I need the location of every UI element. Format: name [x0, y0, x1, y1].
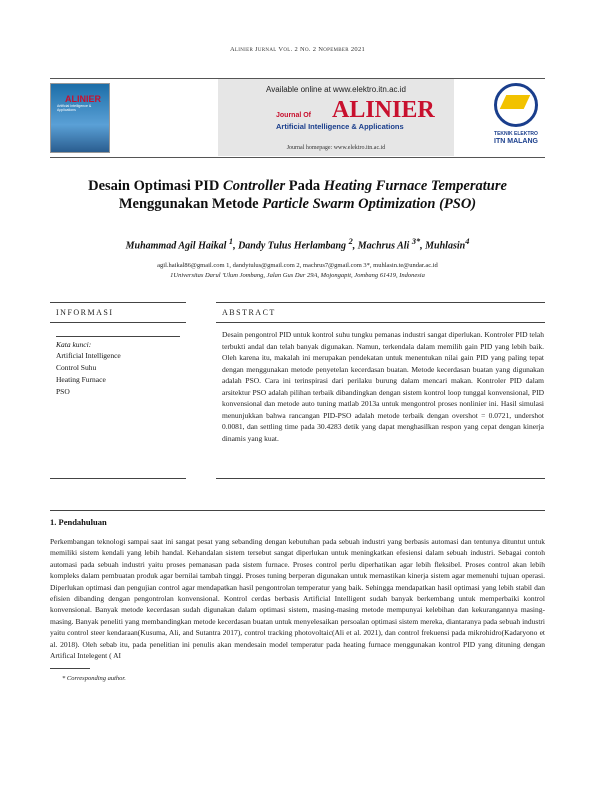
teknik-elektro-logo [487, 83, 545, 153]
keyword-item: PSO [56, 387, 70, 396]
informasi-heading: INFORMASI [56, 308, 114, 317]
abstract-text: Desain pengontrol PID untuk kontrol suhu tungku pemanas industri sangat diperlukan. Kontroler PID telah terbukti andal dan telah banyak digunakan. Namun, terkendala dalam memilih gain PID yang lebih baik. Oleh karena itu, makalah ini merupakan pendekatan untuk menentukan nilai gain PID yang paling tepat dengan menggunakan metode penyetelan kecerdasan buatan. Metode kecerdasan buatan yang digunakan adalah PSO. Cara ini terinspirasi dari perilaku burung dalam mencari makan. Kontroler PID dalam arsitektur PSO adalah pilihan terbaik dibandingkan dengan sistem kontrol loop tunggal konvensional, PID konvensional dan metode auto tuning matlab 2013a untuk mengontrol proses nonlinier ini. Hasil simulasi menunjukkan bahwa rancangan PID-PSO adalah metode terbaik dengan overshot = 0.0721, undershot 0.0081, dan settling time pada 30.4283 detik yang dapat menghasilkan respon yang cepat dengan kinerja dinamis yang kuat. [222, 330, 544, 443]
divider [216, 322, 545, 323]
divider [216, 478, 545, 479]
footnote: * Corresponding author. [62, 675, 126, 682]
divider [50, 322, 186, 323]
journal-name: ALINIER [332, 97, 435, 123]
divider [50, 302, 186, 303]
footnote-divider [50, 668, 90, 669]
divider [50, 478, 186, 479]
divider [56, 336, 180, 337]
abstract-heading: ABSTRACT [222, 308, 276, 317]
divider [216, 302, 545, 303]
author-affiliation: 1Universitas Darul 'Ulum Jombang, Jalan Gus Dur 29A, Mojongapit, Jombang 61419, Indonesia [170, 272, 425, 279]
author-emails: agil.haikal86@gmail.com 1, dandytulus@gmail.com 2, machrus7@gmail.com 3*, muhlasin.te@undar.ac.id [157, 262, 438, 269]
journal-subtitle: Artificial Intelligence & Applications [276, 122, 404, 131]
section-heading: 1. Pendahuluan [50, 517, 107, 527]
available-online-text: Available online at www.elektro.itn.ac.id [266, 85, 406, 94]
paper-title: Desain Optimasi PID Controller Pada Heating Furnace Temperature Menggunakan Metode Particle Swarm Optimization (PSO) [88, 178, 507, 212]
keywords-label: Kata kunci: [56, 340, 92, 349]
journal-cover-image [50, 83, 110, 153]
journal-running-header: Alinier Jurnal Vol. 2 No. 2 Nopember 2021 [229, 46, 366, 53]
journal-info-box [218, 79, 454, 156]
logo-text-dept: TEKNIK ELEKTRO [494, 131, 538, 137]
logo-text-inst: ITN MALANG [494, 138, 538, 145]
journal-banner [50, 78, 545, 158]
section-body-text: Perkembangan teknologi sampai saat ini sangat pesat yang sebanding dengan kebutuhan pada sebuah industri yang berbasis automasi dan tentunya dituntut untuk memiliki sistem kendali yang lebih handal. Kehandalan sistem tersebut sangat diperlukan untuk meningkatkan efesiensi dalam sebuah industri. Sebagai contoh automasi pada sebuah industri yaitu proses pemanasan pada sistem furnace. Proses control perlu diperhatikan agar lebih fleksibel. Proses control akan lebih kompleks dalam pembuatan produk agar bernilai tambah tinggi. Proses tuning berperan digunakan untuk memastikan kinerja sistem agar memenuhi tujuan operasi. Diperlukan optimasi dan pengujian control agar mendapatkan hasil pengontrolan temperatur yang baik. Sehingga mendapatkan hasil optimasi yang lebih stabil dan efisien dibanding dengan pengontrolan konvensional. Kontrol cerdas berbasis Artificial Intelligent sudah banyak berkembang untuk memperbaiki kontrol konvensional. Banyak metode kecerdasan sudah digunakan dalam optimasi sistem, masing-masing metode mempunyai kelebihan dan kekurangannya masing-masing. Banyak peneliti yang membandingkan metode kecerdasan buatan untuk menyelesaikan persoalan optimasi sistem mereka, diantaranya pada sebuah industri yaitu control steer kendaraan(Kusuma, Ali, and Sutantra 2017), control tracking photovoltaic(Ali et al. 2021), dan control frekuensi pada mikrohidro(Kadaryono et al. 2018). Oleh sebab itu, pada penelitian ini penulis akan mendesain model temperatur pada heating furnace menggunakan kontrol PID yang dituning dengan Artifical Intelegent ( AI [50, 537, 545, 661]
cover-subtitle: Artificial Intelligence & Applications [57, 104, 92, 112]
divider [50, 510, 545, 511]
cover-title: ALINIER [65, 94, 101, 104]
author-list: Muhammad Agil Haikal $^1$, Dandy Tulus Herlambang $^2$, Machrus Ali $^{3*}$, Muhlasin$^4$ [125, 237, 470, 252]
keyword-item: Heating Furnace [56, 375, 106, 384]
journal-of-text: Journal Of [276, 112, 312, 119]
journal-homepage: Journal homepage: www.elektro.itn.ac.id [286, 145, 386, 151]
keyword-item: Artificial Intelligence [56, 351, 121, 360]
keyword-item: Control Suhu [56, 363, 97, 372]
